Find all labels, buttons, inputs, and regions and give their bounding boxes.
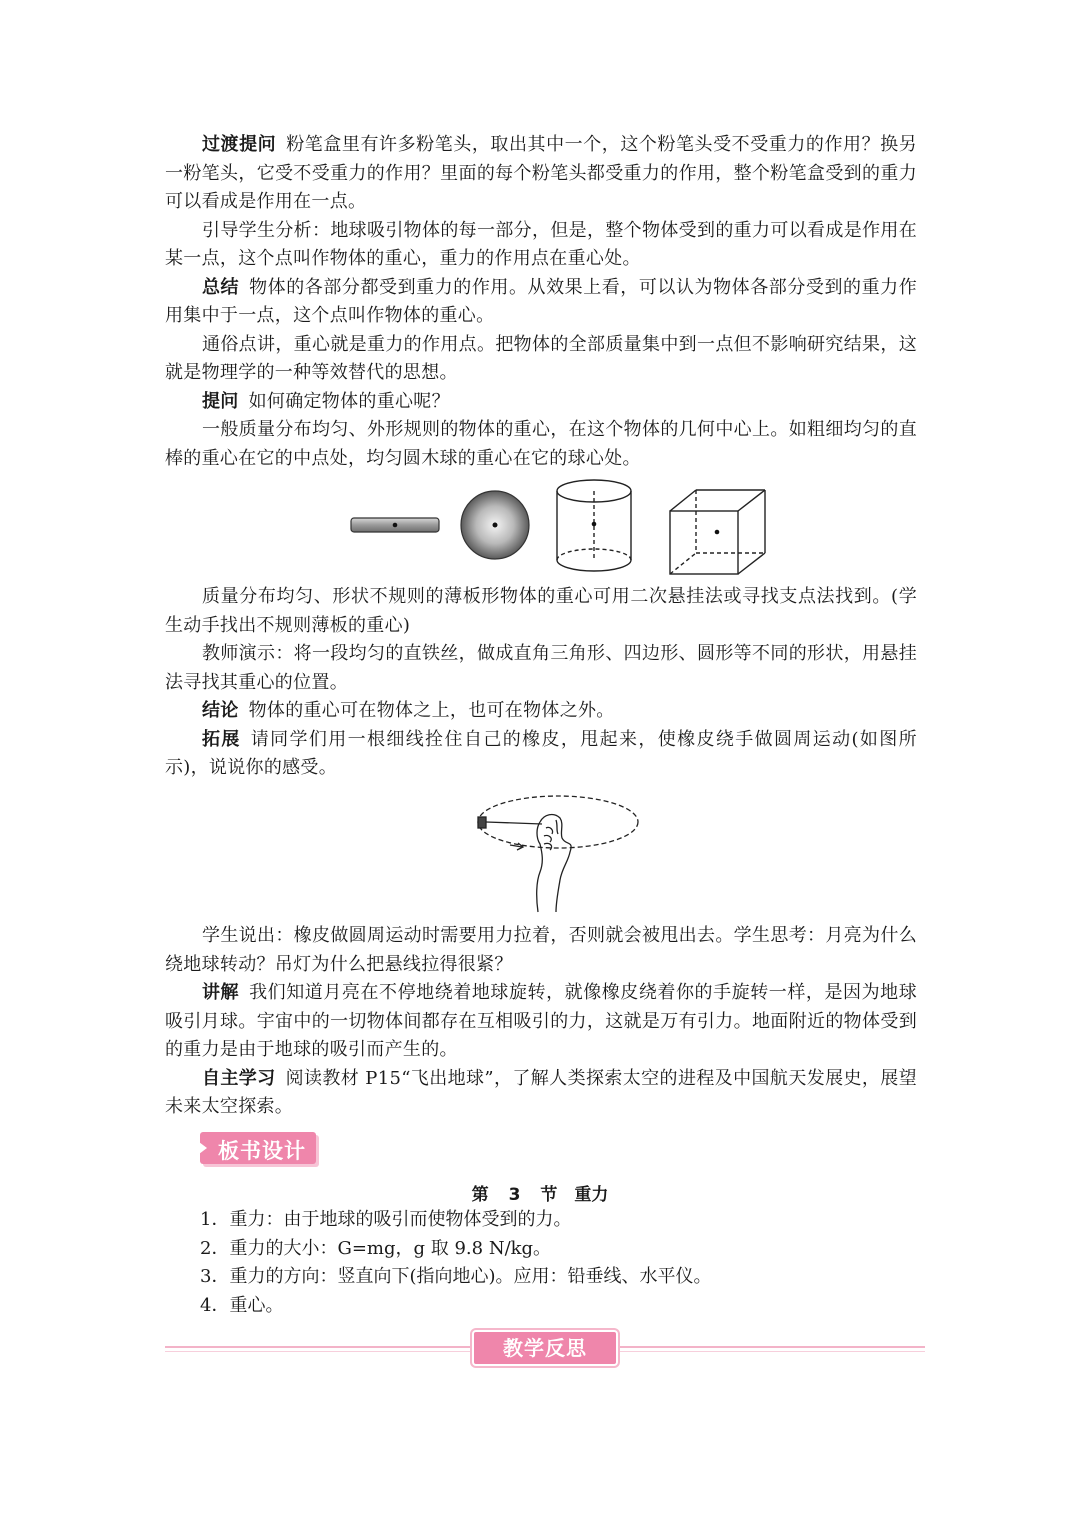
paragraph-text: 请同学们用一根细线拴住自己的橡皮，甩起来，使橡皮绕手做圆周运动(如图所示)，说说你的感受。 [165, 728, 917, 778]
paragraph [165, 131, 917, 217]
paragraph [165, 1065, 917, 1122]
cube-shape [670, 490, 765, 574]
paragraph-text: 引导学生分析：地球吸引物体的每一部分，但是，整个物体受到的重力可以看成是作用在某一点，这个点叫作物体的重心，重力的作用点在重心处。 [165, 219, 917, 269]
paragraph [165, 697, 917, 726]
cylinder-shape [557, 480, 631, 571]
paragraph-lead: 自主学习 [202, 1067, 276, 1089]
text-block-middle [165, 583, 917, 783]
paragraph-lead: 结论 [202, 700, 239, 721]
board-item: 4．重心。 [200, 1294, 284, 1316]
rod-shape [351, 518, 439, 532]
paragraph-lead: 讲解 [202, 982, 240, 1003]
paragraph-text: 我们知道月亮在不停地绕着地球旋转，就像橡皮绕着你的手旋转一样，是因为地球吸引月球。宇宙中的一切物体间都存在互相吸引的力，这就是万有引力。地面附近的物体受到的重力是由于地球的吸引而产生的。 [165, 982, 917, 1060]
board-item: 2．重力的大小：G=mg，g 取 9.8 N/kg。 [200, 1237, 552, 1259]
paragraph-text: 如何确定物体的重心呢？ [248, 390, 450, 412]
paragraph-text: 通俗点讲，重心就是重力的作用点。把物体的全部质量集中到一点但不影响研究结果，这就是物理学的一种等效替代的思想。 [165, 333, 917, 383]
board-design-tag [200, 1132, 316, 1164]
reflection-tag-label: 教学反思 [503, 1336, 587, 1360]
text-block-top [165, 131, 917, 473]
regular-shapes-figure [345, 474, 775, 584]
paragraph-lead: 提问 [202, 390, 239, 412]
paragraph [165, 726, 917, 783]
paragraph [165, 640, 917, 697]
paragraph [165, 217, 917, 274]
paragraph [165, 979, 917, 1065]
paragraph [165, 331, 917, 388]
paragraph-text: 一般质量分布均匀、外形规则的物体的重心，在这个物体的几何中心上。如粗细均匀的直棒的重心在它的中点处，均匀圆木球的重心在它的球心处。 [165, 419, 917, 469]
board-title: 第 3 节 重力 [471, 1185, 609, 1205]
paragraph [165, 416, 917, 473]
paragraph-text: 粉笔盒里有许多粉笔头，取出其中一个，这个粉笔头受不受重力的作用？换另一粉笔头，它受不受重力的作用？里面的每个粉笔头都受重力的作用，整个粉笔盒受到的重力可以看成是作用在一点。 [165, 134, 918, 212]
paragraph-lead: 拓展 [202, 728, 241, 750]
text-block-bottom [165, 922, 917, 1122]
paragraph-text: 教师演示：将一段均匀的直铁丝，做成直角三角形、四边形、圆形等不同的形状，用悬挂法寻找其重心的位置。 [165, 643, 917, 693]
paragraph-lead: 过渡提问 [202, 134, 277, 155]
paragraph [165, 583, 917, 640]
board-list [200, 1206, 712, 1320]
board-item: 3．重力的方向：竖直向下(指向地心)。应用：铅垂线、水平仪。 [200, 1266, 712, 1287]
paragraph [165, 922, 917, 979]
paragraph-text: 物体的重心可在物体之上，也可在物体之外。 [248, 700, 615, 721]
sphere-shape [461, 491, 529, 559]
paragraph-text: 阅读教材 P15“飞出地球”，了解人类探索太空的进程及中国航天发展史，展望未来太空探索。 [165, 1067, 917, 1117]
paragraph [165, 388, 917, 417]
eraser-circular-motion-figure [470, 790, 645, 915]
paragraph-text: 质量分布均匀、形状不规则的薄板形物体的重心可用二次悬挂法或寻找支点法找到。(学生动手找出不规则薄板的重心) [165, 586, 917, 636]
paragraph [165, 274, 917, 331]
paragraph-text: 物体的各部分都受到重力的作用。从效果上看，可以认为物体各部分受到的重力作用集中于一点，这个点叫作物体的重心。 [165, 276, 917, 326]
board-design-tag-label: 板书设计 [218, 1139, 306, 1163]
tag-arrow-icon [199, 1142, 207, 1154]
board-item: 1．重力：由于地球的吸引而使物体受到的力。 [200, 1209, 572, 1230]
paragraph-text: 学生说出：橡皮做圆周运动时需要用力拉着，否则就会被甩出去。学生思考：月亮为什么绕地球转动？吊灯为什么把悬线拉得很紧？ [165, 925, 917, 975]
reflection-tag [472, 1330, 618, 1366]
paragraph-lead: 总结 [202, 276, 240, 298]
